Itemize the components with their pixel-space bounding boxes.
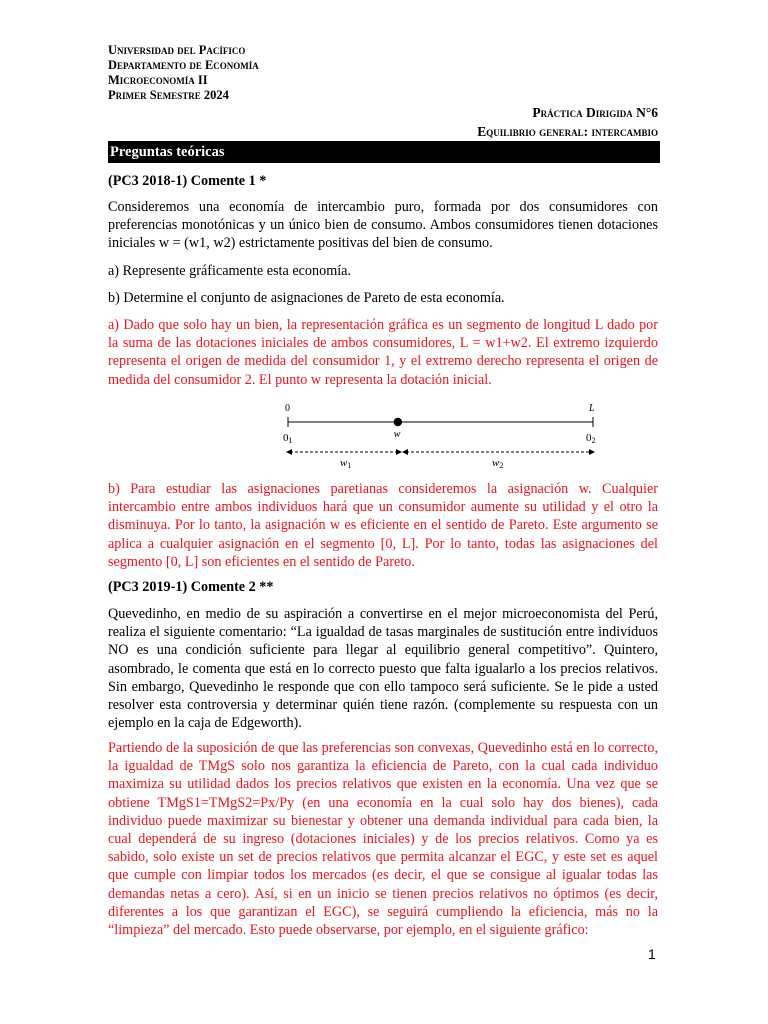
endowment-segment-figure (280, 398, 610, 470)
q2-statement: Quevedinho, en medio de su aspiración a convertirse en el mejor microeconomista del Perú, realiza el siguiente comentario: “La igualdad de tasas marginales de sustitución entre individuos NO es una condición suficiente para llegar al equilibrio general competitivo”. Quintero, asombrado, le comenta que está en lo correcto puesto que falta igualarlo a los precios relativos. Sin embargo, Quevedinho le responde que con ello tampoco será suficiente. Se le pide a usted resolver esta controversia y determinar quién tiene razón. (complemente su respuesta con un ejemplo en la caja de Edgeworth). (108, 606, 658, 732)
q2-answer: Partiendo de la suposición de que las preferencias son convexas, Quevedinho está en lo correcto, la igualdad de TMgS solo nos garantiza la eficiencia de Pareto, con la cual cada individuo maximiza su utilidad dados los precios relativos que existen en la economía. Una vez que se obtiene TMgS1=TMgS2=Px/Py (en una economía en la cual solo hay dos bienes), cada individuo puede maximizar su bienestar y obtener una demanda individual para cada bien, la cual dependerá de su ingreso (dotaciones iniciales) y de los precios relativos. Como ya es sabido, solo existe un set de precios relativos que permita alcanzar el EGC, y este set es aquel que cumple con limpiar todos los mercados (es decir, el que se consigue al igualar todas las demandas netas a cero). Así, si en un inicio se tienen precios relativos no óptimos (es decir, diferentes a los que garantizan el EGC), se seguirá cumpliendo la eficiencia, más no la “limpieza” del mercado. Esto puede observarse, por ejemplo, en el siguiente gráfico: (108, 740, 658, 939)
origin-2-sub: 2 (591, 436, 596, 445)
section-header: Preguntas teóricas (108, 141, 660, 163)
label-zero: 0 (285, 403, 290, 414)
endowment-point (394, 418, 402, 426)
q1-part-a: a) Represente gráficamente esta economía. (108, 263, 352, 279)
label-w1 (340, 457, 351, 470)
institution-line: Departamento de Economía (108, 58, 259, 72)
origin-1-sub: 1 (288, 436, 293, 445)
q1-part-b: b) Determine el conjunto de asignaciones de Pareto de esta economía. (108, 290, 505, 306)
label-w2 (492, 457, 503, 470)
practice-title: Práctica Dirigida N°6 (532, 105, 658, 120)
w1-arrowhead-left (286, 449, 292, 455)
q2-heading: (PC3 2019-1) Comente 2 ** (108, 579, 274, 595)
origin-2-main: 0 (586, 432, 592, 444)
institution-line: Microeconomía II (108, 73, 208, 87)
q1-answer-b: b) Para estudiar las asignaciones paretianas consideremos la asignación w. Cualquier intercambio entre ambos individuos hará que un consumidor aumente su utilidad y el otro la disminuya. Por lo tanto, la asignación w es eficiente en el sentido de Pareto. Este argumento se aplica a cualquier asignación en el segmento [0, L]. Por lo tanto, todas las asignaciones del segmento [0, L] son eficientes en el sentido de Pareto. (108, 481, 658, 570)
label-origin-2 (586, 432, 596, 445)
q1-statement: Consideremos una economía de intercambio puro, formada por dos consumidores con preferencias monotónicas y un único bien de consumo. Ambos consumidores tienen dotaciones iniciales w = (w1, w2) estrictamente positivas del bien de consumo. (108, 199, 658, 252)
institution-line: Primer Semestre 2024 (108, 88, 229, 102)
w2-arrowhead-left (402, 449, 408, 455)
w1-sub: 1 (347, 461, 352, 470)
topic-title: Equilibrio general: intercambio (477, 124, 658, 139)
label-w: w (393, 429, 401, 440)
q1-answer-a: a) Dado que solo hay un bien, la representación gráfica es un segmento de longitud L dado por la suma de las dotaciones iniciales de ambos consumidores, L = w1+w2. El extremo izquierdo representa el origen de medida del consumidor 1, y el extremo derecho representa el origen de medida del consumidor 2. El punto w representa la dotación inicial. (108, 317, 658, 388)
label-origin-1 (283, 432, 293, 445)
label-L: L (589, 403, 595, 414)
w1-main: w (340, 457, 348, 469)
w1-arrowhead-right (396, 449, 402, 455)
w2-arrowhead-right (589, 449, 595, 455)
origin-1-main: 0 (283, 432, 289, 444)
w2-main: w (492, 457, 500, 469)
institution-line: Universidad del Pacífico (108, 43, 246, 57)
q1-heading: (PC3 2018-1) Comente 1 * (108, 173, 267, 189)
page-number: 1 (648, 946, 656, 962)
w2-sub: 2 (499, 461, 504, 470)
institution-header (108, 43, 259, 103)
